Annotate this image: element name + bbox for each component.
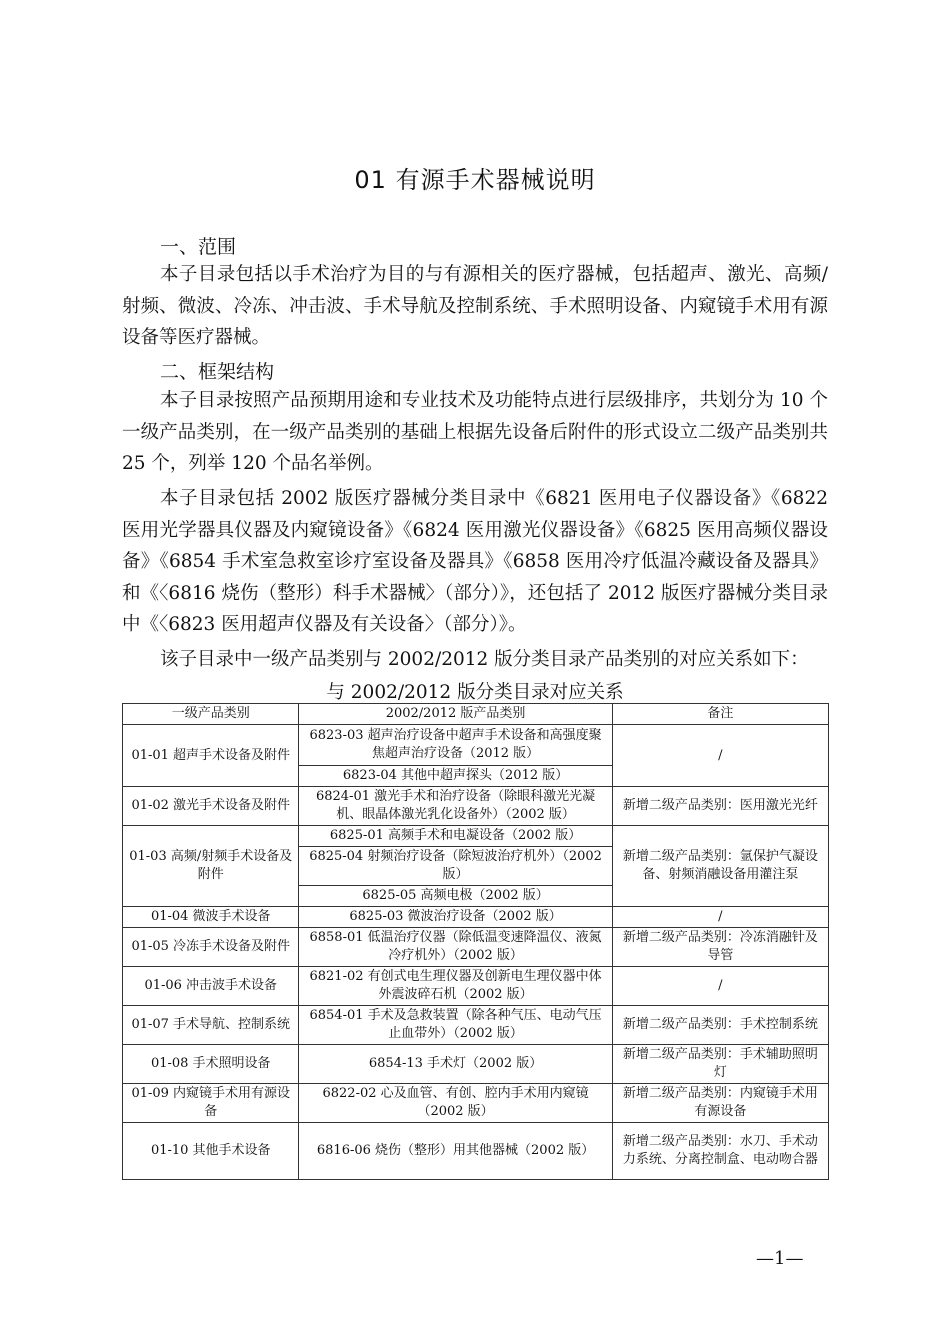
paragraph-structure-3: 该子目录中一级产品类别与 2002/2012 版分类目录产品类别的对应关系如下： [160,649,809,670]
table-row [123,826,829,847]
cell-category: 01-10 其他手术设备 [123,1123,299,1180]
cell-note: 新增二级产品类别：手术控制系统 [612,1006,828,1045]
header-category: 一级产品类别 [123,704,299,725]
header-note: 备注 [612,704,828,725]
table-row [123,1084,829,1123]
cell-old-category: 6858-01 低温治疗仪器（除低温变速降温仪、液氮冷疗机外）（2002 版） [299,928,612,967]
cell-old-category: 6821-02 有创式电生理仪器及创新电生理仪器中体外震波碎石机（2002 版） [299,967,612,1006]
cell-category: 01-09 内窥镜手术用有源设备 [123,1084,299,1123]
cell-old-category: 6823-04 其他中超声探头（2012 版） [299,766,612,787]
cell-note: / [612,725,828,787]
table-row [123,967,829,1006]
cell-note: / [612,967,828,1006]
table-caption: 与 2002/2012 版分类目录对应关系 [326,682,624,703]
paragraph-structure-2: 本子目录包括 2002 版医疗器械分类目录中《6821 医用电子仪器设备》《6822 医用光学器具仪器及内窥镜设备》《6824 医用激光仪器设备》《6825 医用高频仪器设备》《6854 手术室急救室诊疗室设备及器具》《6858 医用冷疗低温冷藏设备及器具》和《〈6816 烧伤（整形）科手术器械〉（部分）》，还包括了 2012 版医疗器械分类目录中《〈6823 医用超声仪器及有关设备〉（部分）》。 [122,488,828,635]
cell-old-category: 6854-13 手术灯（2002 版） [299,1045,612,1084]
table-row [123,907,829,928]
table-row [123,1045,829,1084]
cell-old-category: 6854-01 手术及急救装置（除各种气压、电动气压止血带外）（2002 版） [299,1006,612,1045]
cell-note: 新增二级产品类别：冷冻消融针及导管 [612,928,828,967]
cell-old-category: 6824-01 激光手术和治疗设备（除眼科激光光凝机、眼晶体激光乳化设备外）（2002 版） [299,787,612,826]
cell-old-category: 6823-03 超声治疗设备中超声手术设备和高强度聚焦超声治疗设备（2012 版） [299,725,612,766]
paragraph-structure-1: 本子目录按照产品预期用途和专业技术及功能特点进行层级排序，共划分为 10 个一级产品类别，在一级产品类别的基础上根据先设备后附件的形式设立二级产品类别共 25 个，列举 120 个品名举例。 [122,390,828,474]
table-row [123,787,829,826]
page-number: —1— [756,1248,804,1269]
cell-note: 新增二级产品类别：内窥镜手术用有源设备 [612,1084,828,1123]
cell-old-category: 6825-04 射频治疗设备（除短波治疗机外）（2002 版） [299,847,612,886]
section-heading-structure: 二、框架结构 [160,361,275,383]
mapping-table [122,703,829,1180]
cell-old-category: 6825-03 微波治疗设备（2002 版） [299,907,612,928]
cell-old-category: 6822-02 心及血管、有创、腔内手术用内窥镜（2002 版） [299,1084,612,1123]
table-row [123,725,829,766]
table-row [123,928,829,967]
cell-category: 01-08 手术照明设备 [123,1045,299,1084]
cell-old-category: 6816-06 烧伤（整形）用其他器械（2002 版） [299,1123,612,1180]
cell-note: 新增二级产品类别：水刀、手术动力系统、分离控制盒、电动吻合器 [612,1123,828,1180]
cell-note: 新增二级产品类别：氩保护气凝设备、射频消融设备用灌注泵 [612,826,828,907]
table-header-row [123,704,829,725]
section-heading-scope: 一、范围 [160,236,237,258]
cell-note: / [612,907,828,928]
table-row [123,1006,829,1045]
cell-old-category: 6825-01 高频手术和电凝设备（2002 版） [299,826,612,847]
cell-note: 新增二级产品类别：手术辅助照明灯 [612,1045,828,1084]
paragraph-scope: 本子目录包括以手术治疗为目的与有源相关的医疗器械，包括超声、激光、高频/射频、微波、冷冻、冲击波、手术导航及控制系统、手术照明设备、内窥镜手术用有源设备等医疗器械。 [122,264,828,348]
header-old-category: 2002/2012 版产品类别 [299,704,612,725]
page-title: 01 有源手术器械说明 [354,166,596,194]
cell-category: 01-03 高频/射频手术设备及附件 [123,826,299,907]
table-row [123,1123,829,1180]
cell-old-category: 6825-05 高频电极（2002 版） [299,886,612,907]
cell-category: 01-04 微波手术设备 [123,907,299,928]
cell-category: 01-06 冲击波手术设备 [123,967,299,1006]
cell-category: 01-01 超声手术设备及附件 [123,725,299,787]
cell-note: 新增二级产品类别：医用激光光纤 [612,787,828,826]
cell-category: 01-07 手术导航、控制系统 [123,1006,299,1045]
cell-category: 01-02 激光手术设备及附件 [123,787,299,826]
cell-category: 01-05 冷冻手术设备及附件 [123,928,299,967]
